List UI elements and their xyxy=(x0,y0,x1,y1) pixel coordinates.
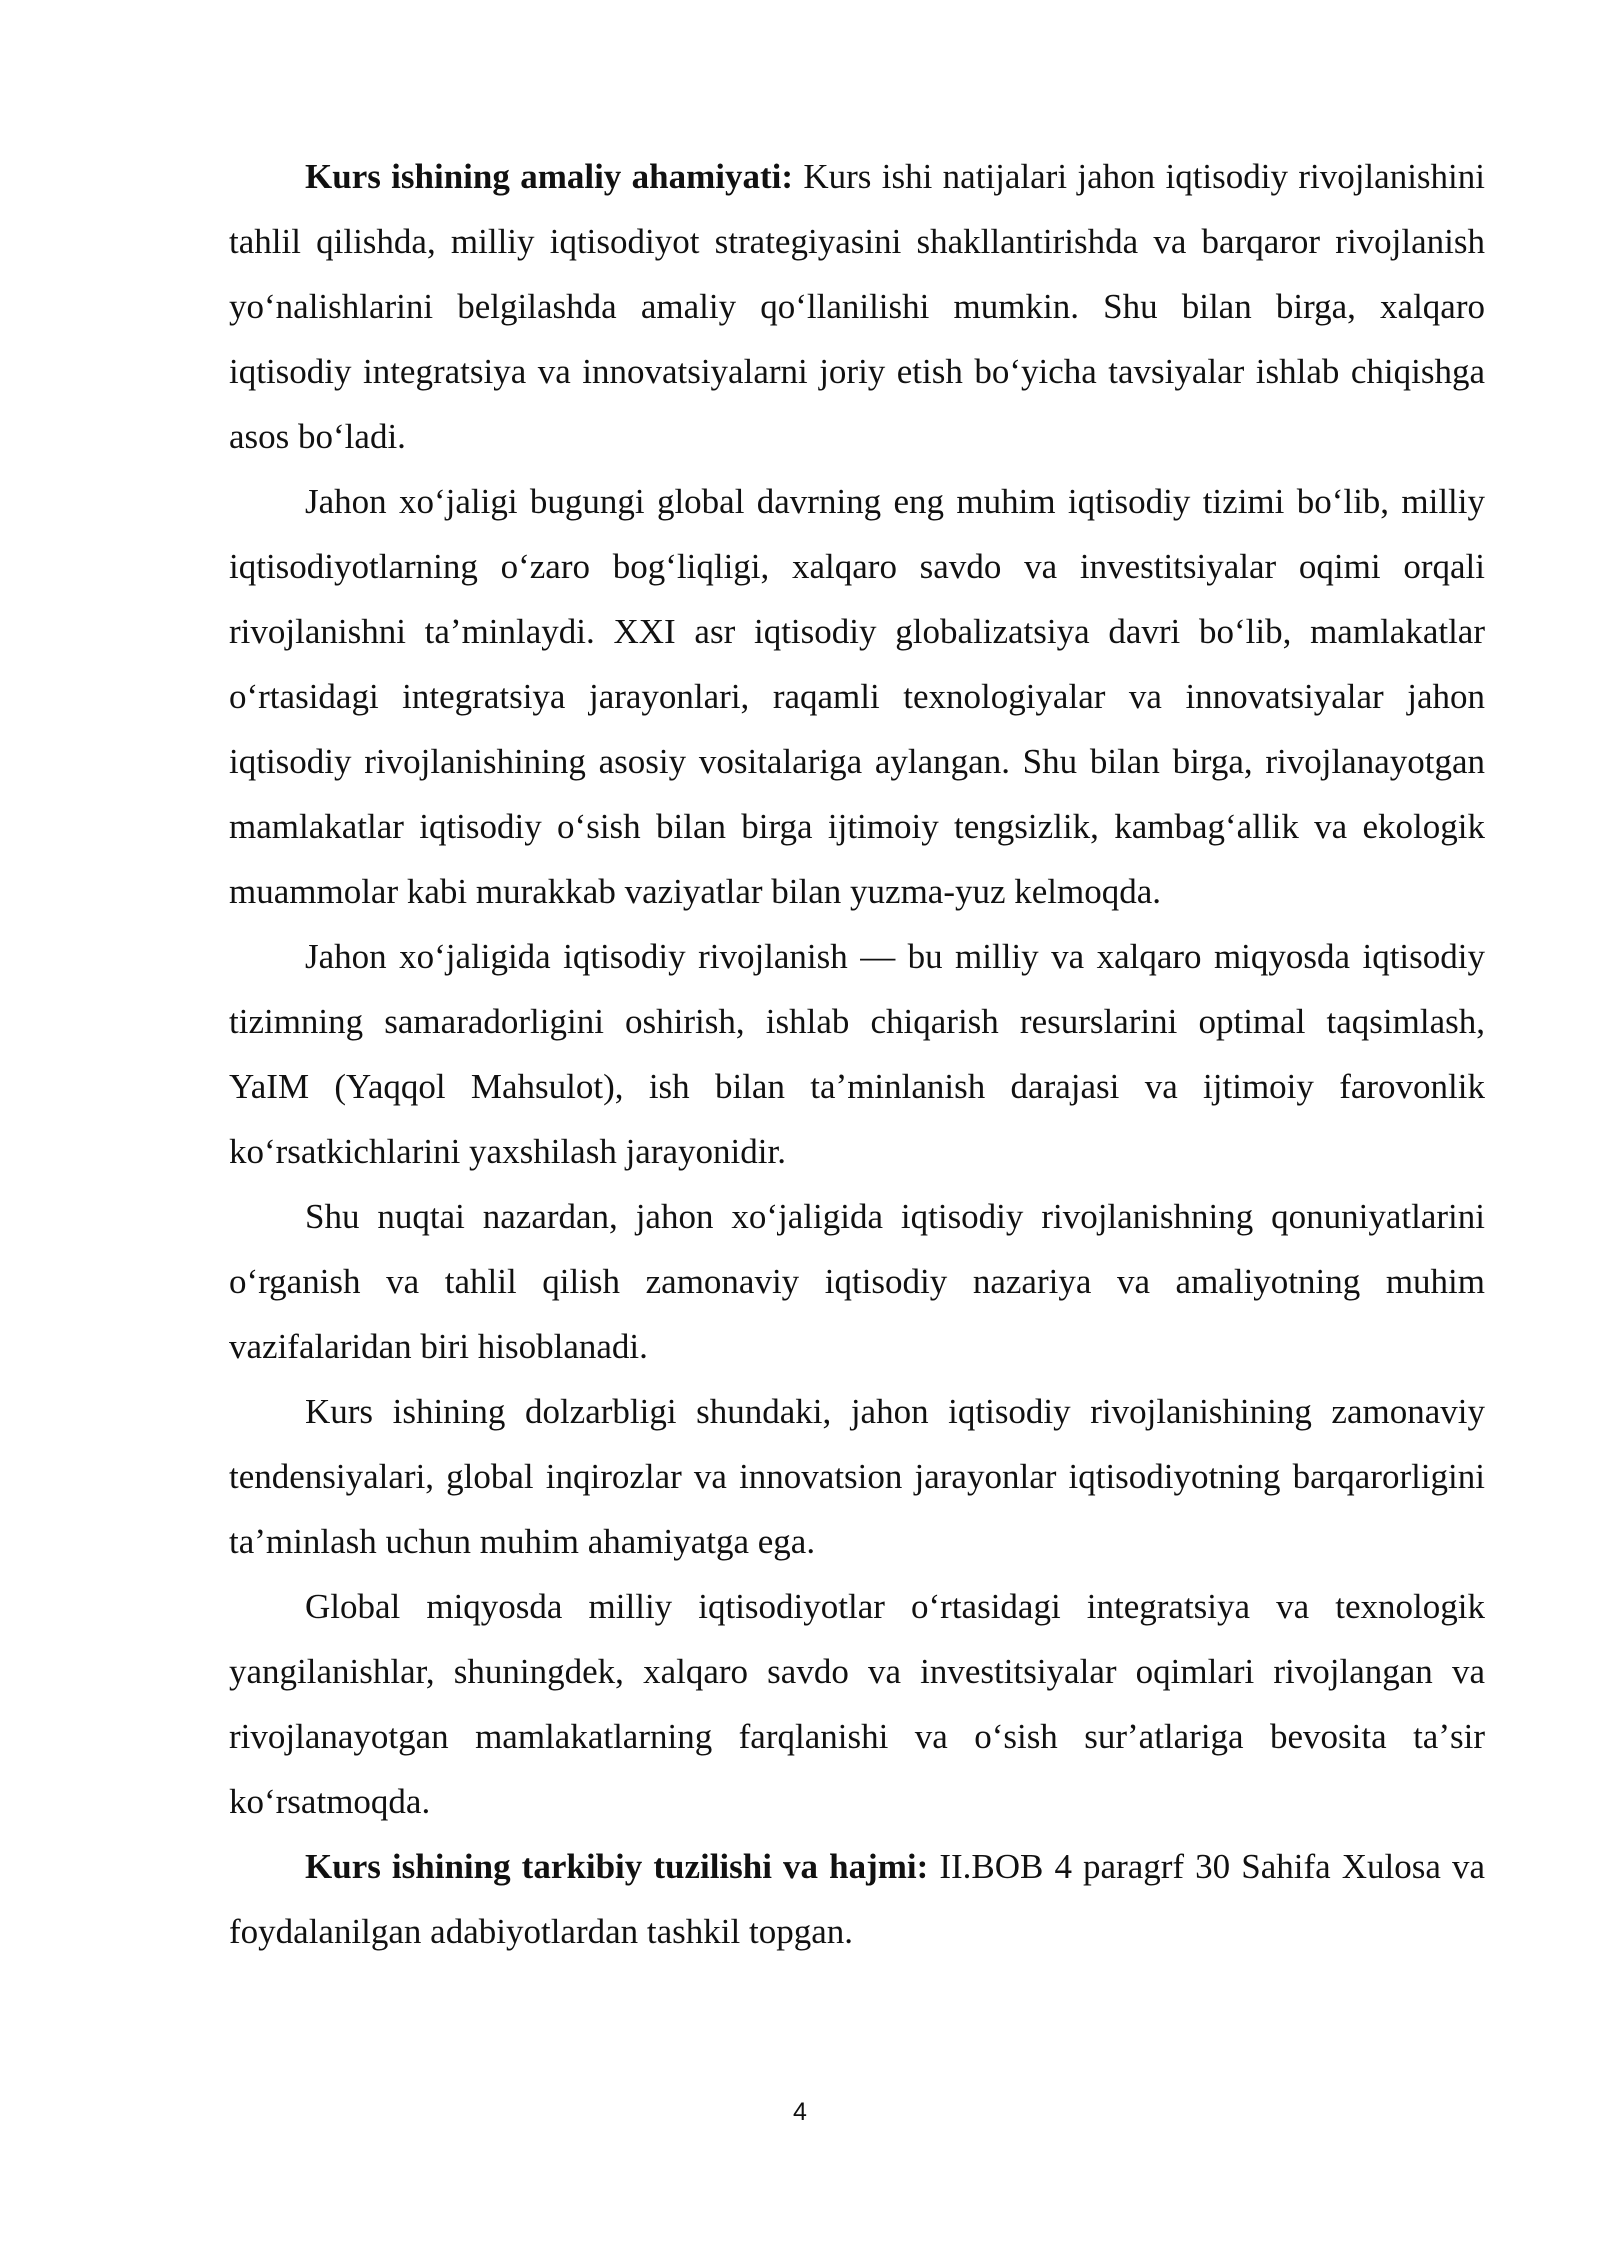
paragraph-heading: Kurs ishining amaliy ahamiyati: xyxy=(305,157,794,196)
paragraph-text: Kurs ishining dolzarbligi shundaki, jahon iqtisodiy rivojlanishining zamonaviy tendensiyalari, global inqirozlar va innovatsion jarayonlar iqtisodiyotning barqarorligini taʼminlash uchun muhim ahamiyatga ega. xyxy=(229,1392,1485,1561)
paragraph-practical-significance xyxy=(229,144,1485,469)
paragraph-world-economy xyxy=(229,469,1485,924)
paragraph-heading: Kurs ishining tarkibiy tuzilishi va hajmi: xyxy=(305,1847,929,1886)
paragraph-text: Kurs ishi natijalari jahon iqtisodiy rivojlanishini tahlil qilishda, milliy iqtisodiyot strategiyasini shakllantirishda va barqaror rivojlanish yoʻnalishlarini belgilashda amaliy qoʻllanilishi mumkin. Shu bilan birga, xalqaro iqtisodiy integratsiya va innovatsiyalarni joriy etish boʻyicha tavsiyalar ishlab chiqishga asos boʻladi. xyxy=(229,157,1485,456)
page-number: 4 xyxy=(793,2098,807,2126)
paragraph-relevance xyxy=(229,1379,1485,1574)
paragraph-global-integration xyxy=(229,1574,1485,1834)
paragraph-economic-development xyxy=(229,924,1485,1184)
paragraph-structure-volume xyxy=(229,1834,1485,1964)
page-body xyxy=(229,144,1485,1964)
paragraph-text: Jahon xoʻjaligi bugungi global davrning eng muhim iqtisodiy tizimi boʻlib, milliy iqtisodiyotlarning oʻzaro bogʻliqligi, xalqaro savdo va investitsiyalar oqimi orqali rivojlanishni taʼminlaydi. XXI asr iqtisodiy globalizatsiya davri boʻlib, mamlakatlar oʻrtasidagi integratsiya jarayonlari, raqamli texnologiyalar va innovatsiyalar jahon iqtisodiy rivojlanishining asosiy vositalariga aylangan. Shu bilan birga, rivojlanayotgan mamlakatlar iqtisodiy oʻsish bilan birga ijtimoiy tengsizlik, kambagʻallik va ekologik muammolar kabi murakkab vaziyatlar bilan yuzma-yuz kelmoqda. xyxy=(229,482,1485,911)
paragraph-text: Jahon xoʻjaligida iqtisodiy rivojlanish — bu milliy va xalqaro miqyosda iqtisodiy tizimning samaradorligini oshirish, ishlab chiqarish resurslarini optimal taqsimlash, YaIM (Yaqqol Mahsulot), ish bilan taʼminlanish darajasi va ijtimoiy farovonlik koʻrsatkichlarini yaxshilash jarayonidir. xyxy=(229,937,1485,1171)
paragraph-text: II.BOB 4 paragrf 30 Sahifa Xulosa va foydalanilgan adabiyotlardan tashkil topgan. xyxy=(229,1847,1485,1951)
paragraph-text: Shu nuqtai nazardan, jahon xoʻjaligida iqtisodiy rivojlanishning qonuniyatlarini oʻrganish va tahlil qilish zamonaviy iqtisodiy nazariya va amaliyotning muhim vazifalaridan biri hisoblanadi. xyxy=(229,1197,1485,1366)
paragraph-text: Global miqyosda milliy iqtisodiyotlar oʻrtasidagi integratsiya va texnologik yangilanishlar, shuningdek, xalqaro savdo va investitsiyalar oqimlari rivojlangan va rivojlanayotgan mamlakatlarning farqlanishi va oʻsish surʼatlariga bevosita taʼsir koʻrsatmoqda. xyxy=(229,1587,1485,1821)
paragraph-laws-study xyxy=(229,1184,1485,1379)
